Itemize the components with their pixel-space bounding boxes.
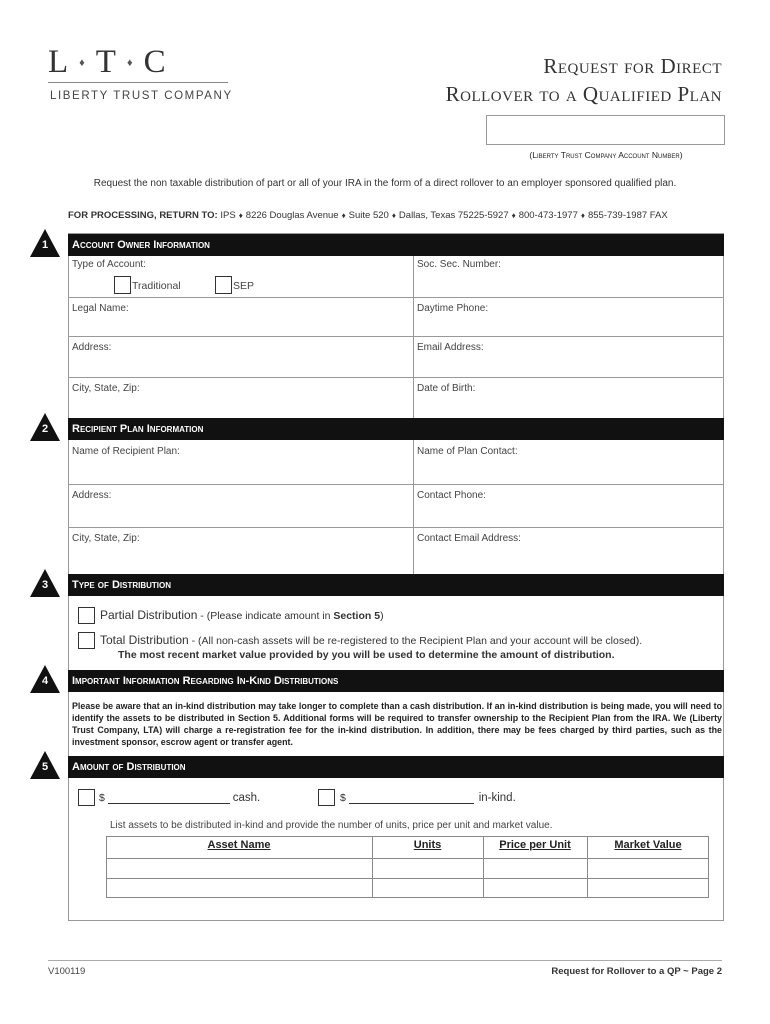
total-note: - (All non-cash assets will be re-registered to the Recipient Plan and your account will be closed). [188,635,643,647]
logo-divider [48,82,228,83]
recipient-plan-name-field[interactable]: Name of Recipient Plan: [72,446,180,457]
ltc-logo [48,44,228,81]
daytime-phone-field[interactable]: Daytime Phone: [417,303,489,314]
contact-email-field[interactable]: Contact Email Address: [417,533,521,544]
in-kind-label: in-kind. [478,792,516,804]
version-code: V100119 [48,966,86,977]
partial-distribution-label: Partial Distribution [100,608,198,622]
traditional-label: Traditional [132,280,181,292]
total-distribution-option [100,633,642,647]
account-type-label: Type of Account: [72,259,146,270]
partial-note: - (Please indicate amount in [197,610,334,622]
section-number: 1 [41,239,49,251]
market-value-note: The most recent market value provided by you will be used to determine the amount of distribution. [118,649,615,661]
intro-text: Request the non taxable distribution of part or all of your IRA in the form of a direct rollover to an employer sponsored qualified plan. [93,178,677,189]
section-number-badge [30,229,60,257]
cash-amount-input[interactable] [108,803,230,804]
diamond-icon: ♦ [580,211,585,220]
section-number: 3 [41,579,49,591]
partial-distribution-checkbox[interactable] [78,607,95,624]
diamond-icon: ♦ [341,211,346,220]
section-header-recipient-plan: Recipient Plan Information [68,418,724,440]
proc-phone: 800-473-1977 [518,210,578,221]
partial-distribution-option [100,608,384,622]
logo-letter-t: T [95,44,117,80]
column-divider [413,440,414,574]
address-field[interactable]: Address: [72,342,112,353]
total-distribution-checkbox[interactable] [78,632,95,649]
section-header-in-kind-info: Important Information Regarding In-Kind Distributions [68,670,724,692]
contact-phone-field[interactable]: Contact Phone: [417,490,486,501]
cash-checkbox[interactable] [78,789,95,806]
total-distribution-label: Total Distribution [100,633,189,647]
page-footer: Request for Rollover to a QP ~ Page 2 [551,966,722,977]
in-kind-info-text: Please be aware that an in-kind distribution may take longer to complete than a cash distribution. If an in-kind distribution is being made, you will need to identify the assets to be distributed in Section 5. Additional forms will be required to transfer ownership to the Recipient Plan from the IRA. We (Liberty Trust Company, LTA) will charge a re-registration fee for the in-kind distribution. In addition, there may be fees charged by third parties, such as the investment sponsor, escrow agent or transfer agent. [72,701,722,747]
diamond-icon: ♦ [79,56,86,69]
column-divider [413,256,414,418]
section-number: 4 [41,675,49,687]
diamond-icon: ♦ [238,211,243,220]
in-kind-checkbox[interactable] [318,789,335,806]
account-number-field[interactable] [486,115,725,145]
ssn-field[interactable]: Soc. Sec. Number: [417,259,501,270]
sep-label: SEP [233,280,255,292]
col-header-units: Units [413,839,442,851]
logo-letter-c: C [143,44,167,80]
in-kind-amount-line [340,792,516,804]
footer-divider [48,960,722,961]
date-of-birth-field[interactable]: Date of Birth: [417,383,476,394]
table-row[interactable] [107,859,708,878]
in-kind-amount-input[interactable] [349,803,474,804]
account-number-label: (Liberty Trust Company Account Number) [529,150,683,160]
col-header-asset-name: Asset Name [207,839,271,851]
proc-street: 8226 Douglas Avenue [245,210,339,221]
row-divider [68,527,724,528]
section-number-badge [30,751,60,779]
diamond-icon: ♦ [126,56,134,69]
row-divider [68,297,724,298]
plan-contact-field[interactable]: Name of Plan Contact: [417,446,518,457]
section-number: 5 [41,761,49,773]
section-header-amount: Amount of Distribution [68,756,724,778]
currency-symbol: $ [340,792,346,804]
col-header-market-value: Market Value [614,839,682,851]
asset-list-instruction: List assets to be distributed in-kind and provide the number of units, price per unit and market value. [110,820,553,831]
cash-amount-line [99,792,260,804]
proc-city: Dallas, Texas 75225-5927 [398,210,509,221]
partial-note-section: Section 5 [333,610,381,622]
logo-letter-l: L [48,44,70,80]
section-number-badge [30,413,60,441]
section-number-badge [30,569,60,597]
plan-city-state-zip-field[interactable]: City, State, Zip: [72,533,140,544]
row-divider [68,377,724,378]
row-divider [68,484,724,485]
diamond-icon: ♦ [511,211,516,220]
traditional-checkbox[interactable] [114,276,131,294]
proc-suite: Suite 520 [348,210,389,221]
processing-address [68,210,668,221]
form-title-line1: Request for Direct [543,54,722,78]
form-title [446,52,722,108]
plan-address-field[interactable]: Address: [72,490,112,501]
processing-label: FOR PROCESSING, RETURN TO: [68,210,218,221]
diamond-icon: ♦ [391,211,396,220]
city-state-zip-field[interactable]: City, State, Zip: [72,383,140,394]
section-number: 2 [41,423,49,435]
legal-name-field[interactable]: Legal Name: [72,303,129,314]
table-row[interactable] [107,879,708,897]
section-number-badge [30,665,60,693]
form-title-line2: Rollover to a Qualified Plan [445,82,722,106]
section-header-account-owner: Account Owner Information [68,234,724,256]
proc-company: IPS [220,210,236,221]
proc-fax: 855-739-1987 FAX [587,210,668,221]
company-name: LIBERTY TRUST COMPANY [50,90,233,102]
section-header-distribution-type: Type of Distribution [68,574,724,596]
row-divider [68,336,724,337]
sep-checkbox[interactable] [215,276,232,294]
currency-symbol: $ [99,792,105,804]
col-header-price-per-unit: Price per Unit [499,839,571,851]
email-field[interactable]: Email Address: [417,342,484,353]
cash-label: cash. [232,792,261,804]
partial-note-end: ) [380,610,384,622]
